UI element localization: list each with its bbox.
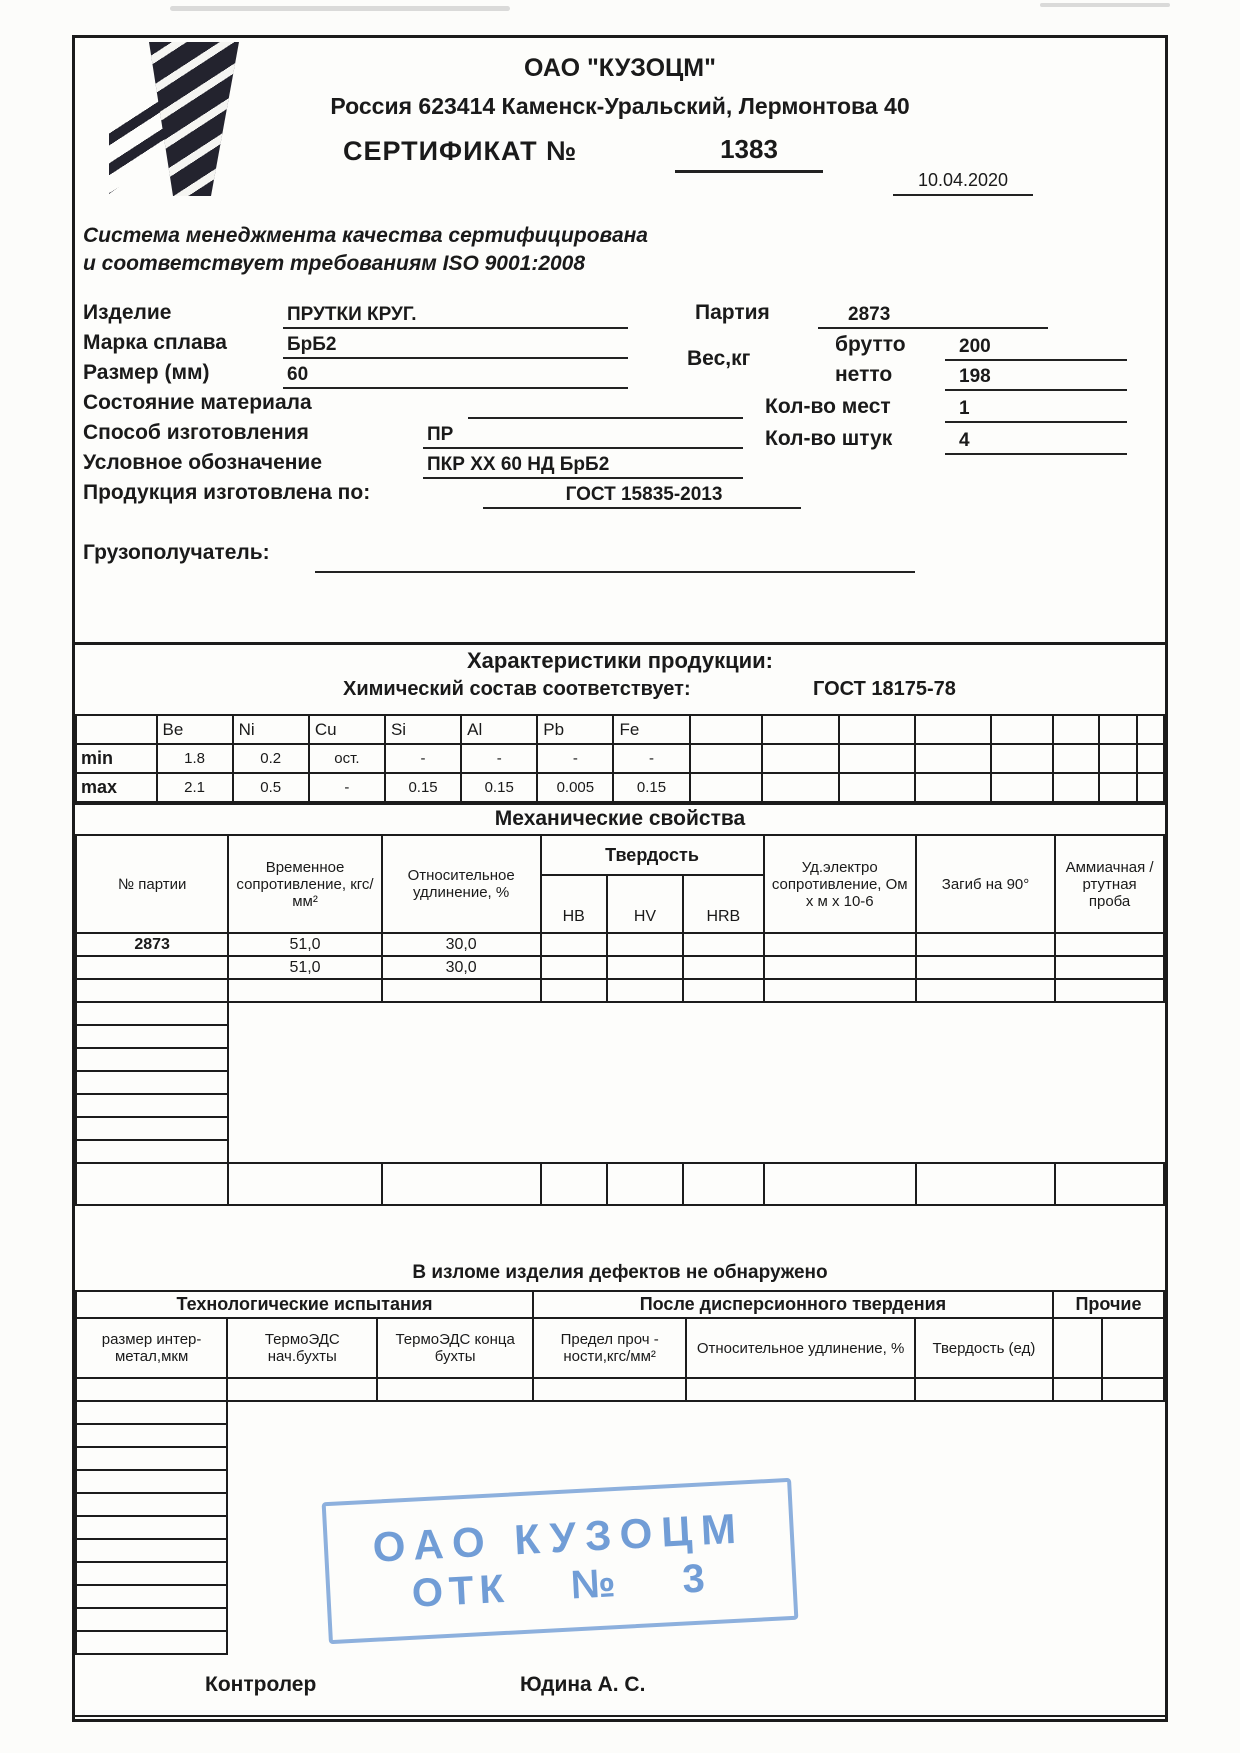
tech-subheader-row [76,1318,1164,1378]
chem-cell [1099,715,1137,744]
chem-min-row [76,744,1164,773]
fracture-note: В изломе изделия дефектов не обнаружено [412,1262,828,1283]
col-emf-end: ТермоЭДС конца бухты [377,1318,533,1378]
col-elongation: Относительное удлинение, % [686,1318,914,1378]
empty-cell [76,1401,227,1424]
chem-table [75,714,1165,803]
empty-cell [764,979,916,1002]
empty-cell [683,956,764,979]
col-probe: Аммиачная /ртутная проба [1055,835,1164,933]
empty-cell [382,979,541,1002]
chem-cell [915,773,991,802]
chem-max-value: - [309,773,385,802]
certificate-number: 1383 [675,134,823,173]
condition-label: Состояние материала [83,391,312,414]
col-elongation: Относительное удлинение, % [382,835,541,933]
empty-cell [541,933,607,956]
tech-empty-row [76,1378,1164,1401]
empty-cell [683,1163,764,1205]
chem-cell [991,773,1053,802]
empty-cell [607,933,683,956]
consignee-label: Грузополучатель: [83,541,270,564]
empty-cell [228,979,381,1002]
col-batch: № партии [76,835,228,933]
mech-empty-row [76,1117,1164,1140]
mech-empty-row-tall [76,1163,1164,1205]
designation-value: ПКР ХХ 60 НД БрБ2 [423,452,743,479]
empty-cell [76,1048,228,1071]
qms-statement [83,222,648,278]
element-cu: Cu [309,715,385,744]
empty-cell [76,1447,227,1470]
empty-cell [916,933,1055,956]
tech-empty-row [76,1631,1164,1654]
tensile-cell: 51,0 [228,933,381,956]
chem-cell [1053,773,1099,802]
chem-cell [762,715,838,744]
chem-max-value: 0.5 [233,773,309,802]
col-resistivity: Уд.электро сопротивление, Ом х м х 10-6 [764,835,916,933]
empty-header-cell [1102,1318,1164,1378]
empty-cell [76,1631,227,1654]
otk-stamp [322,1478,799,1644]
company-name: ОАО "КУЗОЦМ" [524,54,716,82]
chem-cell [762,744,838,773]
empty-cell [1055,956,1164,979]
empty-cell [228,1163,381,1205]
empty-cell [76,1516,227,1539]
tech-empty-row [76,1401,1164,1424]
gross-value: 200 [945,334,1127,361]
col-emf-start: ТермоЭДС нач.бухты [227,1318,377,1378]
empty-cell [76,1562,227,1585]
places-label: Кол-во мест [765,395,891,418]
empty-cell [76,1025,228,1048]
empty-cell [1055,933,1164,956]
characteristics-title: Характеристики продукции: [466,648,773,673]
field-row-places [83,394,1157,424]
chem-cell [915,715,991,744]
col-bend: Загиб на 90° [916,835,1055,933]
empty-cell [541,956,607,979]
chem-max-value: 0.15 [385,773,461,802]
empty-cell [76,1608,227,1631]
empty-cell [76,956,228,979]
empty-cell [916,979,1055,1002]
chem-label: Химический состав соответствует: [343,678,691,700]
mech-section-title: Механические свойства [75,803,1165,834]
chem-max-row [76,773,1164,802]
empty-cell [76,1117,228,1140]
chem-cell [991,744,1053,773]
empty-cell [764,933,916,956]
bottom-rule [75,1715,1165,1717]
max-label: max [76,773,157,802]
empty-cell [76,1094,228,1117]
chem-min-value: 0.2 [233,744,309,773]
empty-cell [1055,979,1164,1002]
chem-cell [839,773,915,802]
chem-cell [839,715,915,744]
field-row-batch [83,300,1157,330]
qms-line-1: Система менеджмента качества сертифицирована [83,224,648,247]
empty-cell [1055,1163,1164,1205]
chem-max-value: 0.005 [537,773,613,802]
chem-cell [1137,744,1164,773]
qms-line-2: и соответствует требованиям ISO 9001:2008 [83,252,586,275]
chem-cell [1137,715,1164,744]
size-value: 60 [283,362,628,389]
certificate-date: 10.04.2020 [893,170,1033,196]
element-si: Si [385,715,461,744]
consignee-value [315,546,915,573]
chem-cell [839,744,915,773]
scan-smudge [170,6,510,11]
empty-header-cell [1053,1318,1102,1378]
product-value: ПРУТКИ КРУГ. [283,302,628,329]
chem-cell [1053,744,1099,773]
empty-cell [76,1002,228,1025]
empty-cell [76,1378,227,1401]
mech-header-row [76,835,1164,875]
empty-cell [76,979,228,1002]
empty-cell [227,1378,377,1401]
chem-standard: ГОСТ 18175-78 [813,678,956,700]
empty-cell [377,1378,533,1401]
mech-empty-row [76,1094,1164,1117]
chem-cell [915,744,991,773]
gross-label: брутто [835,333,906,356]
chem-min-value: ост. [309,744,385,773]
product-label: Изделие [83,301,172,324]
empty-cell [683,933,764,956]
chem-caption [75,678,1165,712]
controller-name: Юдина А. С. [520,1673,646,1696]
min-label: min [76,744,157,773]
spacer [75,1206,1165,1262]
mech-data-row-1 [76,933,1164,956]
col-hardness-group: Твердость [541,835,764,875]
empty-cell [76,1493,227,1516]
element-fe: Fe [613,715,689,744]
chem-cell [1099,744,1137,773]
empty-cell [683,979,764,1002]
empty-cell [1102,1378,1164,1401]
empty-cell [541,1163,607,1205]
group-tech: Технологические испытания [76,1291,533,1318]
empty-cell [382,1163,541,1205]
net-value: 198 [945,364,1127,391]
stamp-department: ОТК № 3 [410,1555,712,1616]
standard-value: ГОСТ 15835-2013 [483,482,801,509]
tech-empty-row [76,1424,1164,1447]
certificate-body [72,35,1168,1722]
col-hrb: HRB [683,875,764,933]
mech-empty-row [76,1071,1164,1094]
certificate-label: СЕРТИФИКАТ № [343,136,578,166]
chem-max-value: 0.15 [461,773,537,802]
mech-empty-row [76,1025,1164,1048]
alloy-label: Марка сплава [83,331,227,354]
element-ni: Ni [233,715,309,744]
empty-cell [76,1163,228,1205]
group-aging: После дисперсионного твердения [533,1291,1053,1318]
col-strength: Предел проч - ности,кгс/мм² [533,1318,686,1378]
pieces-label: Кол-во штук [765,427,893,450]
empty-cell [76,1140,228,1163]
elongation-cell: 30,0 [382,956,541,979]
col-hv: HV [607,875,683,933]
chem-cell [690,715,763,744]
mech-empty-row [76,1140,1164,1163]
chem-cell [690,744,763,773]
empty-cell [915,1378,1053,1401]
chem-cell [1099,773,1137,802]
group-other: Прочие [1053,1291,1164,1318]
element-al: Al [461,715,537,744]
chem-min-value: - [461,744,537,773]
empty-cell [607,979,683,1002]
empty-cell [76,1470,227,1493]
batch-label: Партия [695,301,770,324]
chem-min-value: - [385,744,461,773]
chem-max-value: 0.15 [613,773,689,802]
company-address: Россия 623414 Каменск-Уральский, Лермонтова 40 [330,93,910,119]
element-be: Be [157,715,233,744]
mech-data-row-2 [76,956,1164,979]
field-row-standard [83,480,1157,510]
col-hb: HB [541,875,607,933]
mech-empty-row [76,1048,1164,1071]
chem-cell [991,715,1053,744]
field-row-net [83,362,1157,392]
col-tensile: Временное сопротивление, кгс/мм² [228,835,381,933]
weight-label: Вес,кг [687,347,751,370]
col-hardness: Твердость (ед) [915,1318,1053,1378]
empty-cell [76,1585,227,1608]
designation-label: Условное обозначение [83,451,323,474]
alloy-value: БрБ2 [283,332,628,359]
col-grain: размер интер-метал,мкм [76,1318,227,1378]
tensile-cell: 51,0 [228,956,381,979]
places-value: 1 [945,396,1127,423]
chem-cell [1053,715,1099,744]
elongation-cell: 30,0 [382,933,541,956]
mech-empty-row [76,979,1164,1002]
signature-row [75,1673,1165,1705]
pieces-value: 4 [945,428,1127,455]
standard-label: Продукция изготовлена по: [83,481,371,504]
batch-cell: 2873 [76,933,228,956]
empty-cell [764,956,916,979]
field-row-gross [83,332,1157,362]
tech-empty-row [76,1447,1164,1470]
empty-cell [76,1539,227,1562]
element-pb: Pb [537,715,613,744]
mech-empty-row [76,1002,1164,1025]
empty-cell [686,1378,914,1401]
controller-label: Контролер [205,1673,317,1696]
chem-max-value: 2.1 [157,773,233,802]
empty-cell [916,1163,1055,1205]
empty-cell [76,1424,227,1447]
chem-cell [690,773,763,802]
chem-cell [1137,773,1164,802]
stamp-company: ОАО КУЗОЦМ [371,1503,747,1571]
empty-cell [541,979,607,1002]
empty-cell [76,1071,228,1094]
size-label: Размер (мм) [83,361,210,384]
empty-cell [607,1163,683,1205]
empty-cell [1053,1378,1102,1401]
chem-min-value: - [613,744,689,773]
chem-cell [762,773,838,802]
chem-header-row [76,715,1164,744]
empty-cell [916,956,1055,979]
tech-group-row [76,1291,1164,1318]
batch-value: 2873 [818,302,1048,329]
chem-min-value: - [537,744,613,773]
empty-cell [607,956,683,979]
empty-cell [764,1163,916,1205]
scan-smudge [1040,3,1170,7]
mech-table [75,834,1165,1206]
field-row-consignee [83,540,1157,574]
net-label: нетто [835,363,893,386]
method-label: Способ изготовления [83,421,309,444]
method-value: ПР [423,422,743,449]
empty-cell [533,1378,686,1401]
field-row-pieces [83,426,1157,456]
chem-cell [76,715,157,744]
chem-min-value: 1.8 [157,744,233,773]
